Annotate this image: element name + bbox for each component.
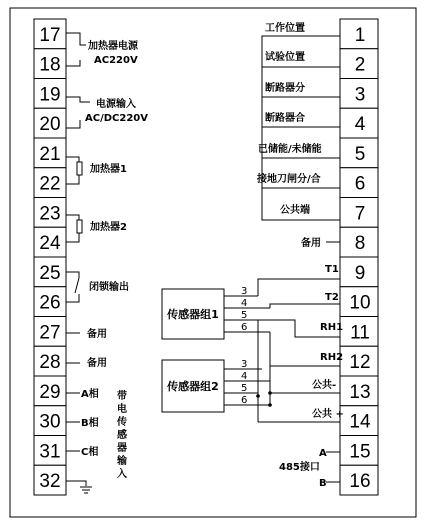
right-terminal [340,138,378,168]
left-terminal [34,376,66,406]
sensor-group-1-pin-4: 4 [241,298,248,309]
sensor-input-char: 电 [117,404,127,415]
left-terminal [34,317,66,347]
ac220-label: AC220V [94,55,138,66]
right-terminal-label: 备用 [301,238,321,249]
left-terminal [34,257,66,287]
sensor-input-char: 器 [117,443,127,454]
left-terminal [34,198,66,228]
left-terminal [34,108,66,138]
heater1-label: 加热器1 [90,164,127,175]
right-terminal-label: 试验位置 [265,52,305,63]
phase-b-label: B相 [81,418,99,429]
power-input-label: 电源输入 [96,99,136,110]
left-terminal [34,49,66,79]
sensor-input-char: 带 [117,391,127,402]
right-terminal-label: 接地刀闸分/合 [257,174,321,185]
right-terminal [340,79,378,109]
terminal-number: 1 [354,24,366,46]
right-terminal-label: RH1 [320,322,344,333]
right-terminal [340,436,378,466]
right-terminal-label: 断路器合 [265,113,305,124]
terminal-number: 20 [39,114,61,136]
sensor-input-char: 感 [117,430,127,441]
right-terminal-label: B [319,478,327,489]
right-terminal [340,168,378,198]
sensor-group-2-pin-4: 4 [241,371,248,382]
right-terminal-label: 已储能/未储能 [258,144,322,155]
terminal-number: 21 [39,143,61,165]
right-terminal-label: 工作位置 [265,23,305,34]
left-terminal [34,19,66,49]
terminal-number: 9 [354,262,366,284]
phase-c-label: C相 [81,447,99,458]
left-terminal [34,138,66,168]
terminal-number: 17 [39,24,61,46]
sensor-group-1-pin-3: 3 [241,286,248,297]
sensor-group-1-name: 传感器组1 [167,308,219,321]
terminal-number: 2 [354,54,366,76]
sensor-group-2 [162,359,247,412]
left-terminal [34,79,66,109]
left-labels [81,39,148,480]
right-terminal [340,49,378,79]
terminal-number: 11 [350,322,370,344]
sensor-group-1-pin-6: 6 [241,322,248,333]
terminal-number: 25 [39,262,61,284]
acdc220-label: AC/DC220V [85,113,148,124]
left-terminal [34,168,66,198]
terminal-number: 19 [39,84,61,106]
terminal-number: 8 [354,233,366,255]
right-terminal [340,108,378,138]
sensor-group-2-name: 传感器组2 [167,380,219,393]
terminal-number: 13 [349,381,371,403]
sensor-group-2-pin-3: 3 [241,359,248,370]
terminal-number: 7 [354,203,366,225]
right-terminal [340,227,378,257]
terminal-number: 30 [39,411,61,433]
sensor-group-2-pin-6: 6 [241,395,248,406]
terminal-number: 10 [349,292,371,314]
terminal-number: 3 [354,84,366,106]
right-terminal-label: T1 [325,264,339,275]
sensor-input-char: 传 [117,417,127,428]
left-terminal [34,227,66,257]
terminal-number: 16 [349,471,371,493]
lock-output-label: 闭锁输出 [89,282,129,293]
terminal-number: 14 [349,411,371,433]
left-terminal [34,346,66,376]
terminal-number: 32 [39,471,61,493]
heater-power-label: 加热器电源 [88,41,138,52]
port-485-label: 485接口 [279,462,320,473]
right-terminal-label: A [319,448,327,459]
terminal-number: 15 [349,441,371,463]
terminal-number: 26 [39,292,61,314]
sensor-group-1 [162,286,247,339]
right-terminal [340,465,378,495]
terminal-number: 27 [39,322,61,344]
spare-27-label: 备用 [87,329,107,340]
right-terminal-label: RH2 [320,352,344,363]
terminal-number: 24 [39,233,61,255]
terminal-number: 22 [39,173,61,195]
terminal-number: 4 [354,114,366,136]
junction-dots [256,391,272,407]
right-terminal-label: T2 [325,292,339,303]
right-terminal-strip [340,19,378,495]
right-terminal [340,257,378,287]
terminal-number: 12 [349,352,371,374]
right-terminal [340,376,378,406]
terminal-number: 23 [39,203,61,225]
right-terminal-label: 公共端 [280,205,310,216]
right-terminal [340,198,378,228]
heater2-label: 加热器2 [90,222,127,233]
right-terminal [340,287,378,317]
sensor-group-1-pin-5: 5 [241,310,248,321]
left-terminal [34,406,66,436]
right-terminal [340,317,378,347]
left-terminal [34,287,66,317]
terminal-number: 29 [39,381,61,403]
sensor-input-char: 入 [117,469,127,480]
sensor-input-char: 输 [117,456,127,467]
terminal-number: 6 [354,173,366,195]
right-terminal-label: 公共 + [312,409,344,420]
spare-28-label: 备用 [87,358,107,369]
terminal-number: 18 [39,54,61,76]
right-terminal-label: 断路器分 [265,83,305,94]
phase-a-label: A相 [81,389,99,400]
right-terminal-label: 公共- [312,380,337,391]
left-terminal-strip [34,19,66,495]
terminal-number: 5 [354,143,366,165]
right-terminal [340,406,378,436]
right-labels [256,21,344,489]
right-terminal [340,19,378,49]
sensor-input-label [116,389,127,480]
terminal-number: 28 [39,352,61,374]
terminal-number: 31 [39,441,61,463]
sensor-group-2-pin-5: 5 [241,383,248,394]
left-terminal [34,465,66,495]
left-terminal [34,436,66,466]
right-terminal [340,346,378,376]
